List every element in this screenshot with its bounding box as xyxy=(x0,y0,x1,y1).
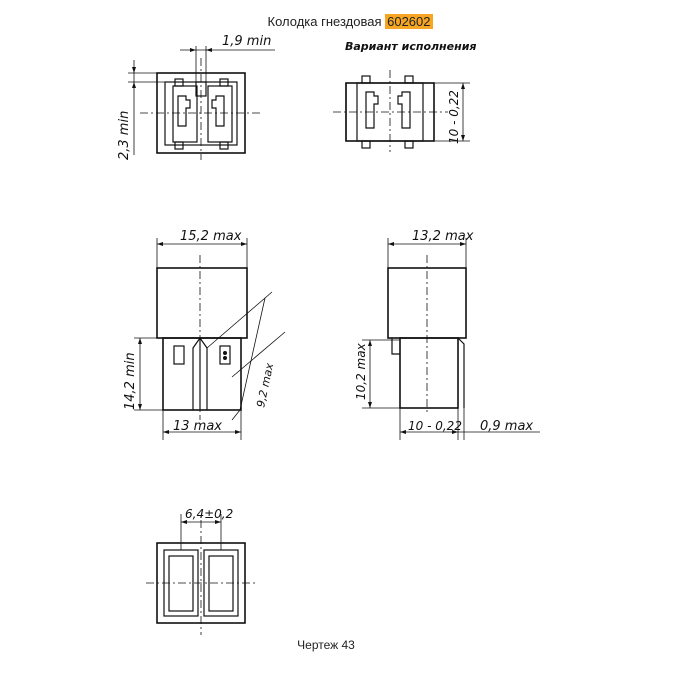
title-text: Колодка гнездовая xyxy=(267,14,382,29)
dim-1-9-min: 1,9 min xyxy=(222,34,272,49)
dim-15-2-max: 15,2 max xyxy=(180,229,242,244)
view-bottom xyxy=(146,514,258,635)
dim-14-2-min: 14,2 min xyxy=(123,352,138,410)
dim-13-max: 13 max xyxy=(173,419,222,434)
figure-caption: Чертеж 43 xyxy=(297,638,355,652)
dim-2-3-min: 2,3 min xyxy=(117,110,132,160)
dim-13-2-max: 13,2 max xyxy=(412,229,474,244)
dim-10-022-side: 10 - 0,22 xyxy=(408,419,462,433)
dim-0-9-max: 0,9 max xyxy=(480,419,534,434)
part-code-highlight: 602602 xyxy=(387,14,431,29)
dim-6-4: 6,4±0,2 xyxy=(185,507,234,521)
variant-label: Вариант исполнения xyxy=(345,40,477,53)
view-side xyxy=(362,238,540,440)
dim-9-2-max: 9,2 max xyxy=(254,361,277,409)
view-front xyxy=(134,238,285,440)
view-top-left xyxy=(128,46,275,160)
dim-10-022-top: 10 - 0,22 xyxy=(447,90,461,144)
dim-10-2-max: 10,2 max xyxy=(354,343,368,400)
